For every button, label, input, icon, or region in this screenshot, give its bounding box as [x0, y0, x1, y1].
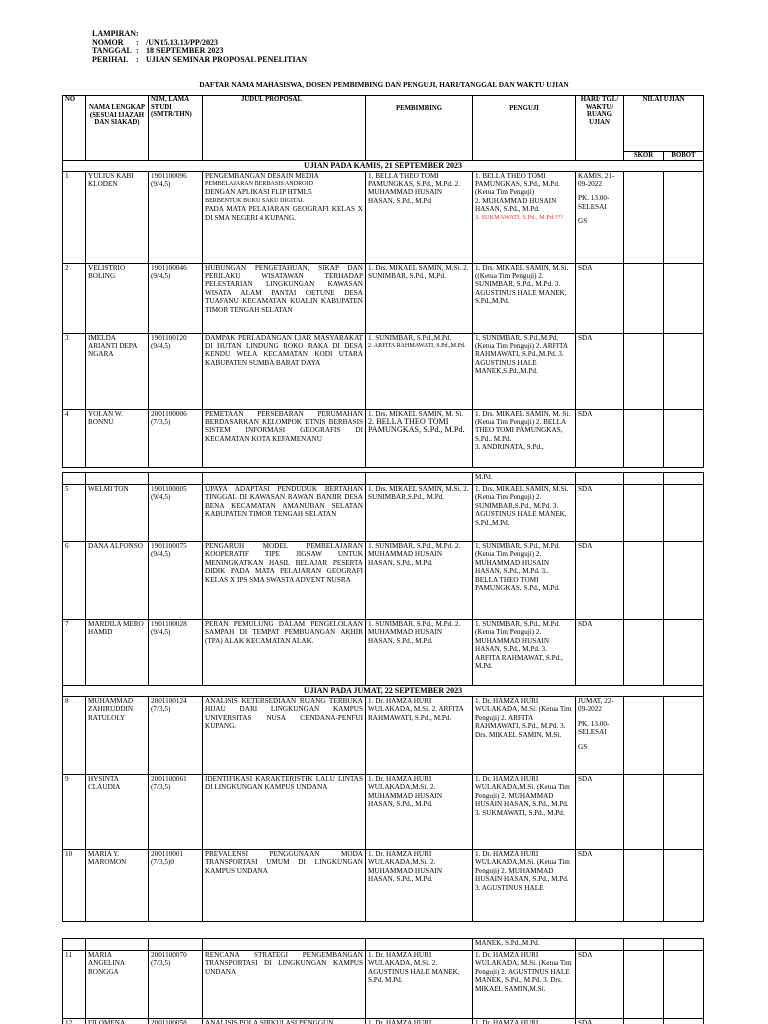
row-hari: KAMIS, 21-09-2022 PK. 13.00-SELESAI GS	[576, 171, 624, 263]
row-nama: VELISTRIO BOLING	[86, 263, 149, 333]
row-nama: MARIA ANGELINA RONGGA	[86, 951, 149, 1019]
row-skor	[624, 951, 664, 1019]
row-hari: SDA	[576, 620, 624, 686]
row-nama: WELMI TON	[86, 485, 149, 542]
row-pembimbing: 1. Dr. HAMZA HURI WULAKADA, M.Si. 2. AGUSTINUS HALE MANEK, S.Pd. M.Pd.	[366, 951, 473, 1019]
row-nama: MARDILA MERO HAMID	[86, 620, 149, 686]
row-nama: MUHAMMAD ZAHIRUDDIN RATULOLY	[86, 697, 149, 775]
lampiran-sep: :	[136, 29, 139, 38]
section-kamis	[63, 160, 704, 171]
row-hari: SDA	[576, 263, 624, 333]
row-penguji: 1. Dr. HAMZA HURI WULAKADA, M.Si. (Ketua Tim Penguji) 2. ARFITA RAHMAWATI, S.Pd., M.Pd. 3. Drs. MIKAEL SAMIN, M.Si.	[473, 697, 576, 775]
row-bobot	[664, 850, 704, 922]
perihal-label: PERIHAL	[92, 54, 129, 64]
row-bobot	[664, 409, 704, 467]
row-hari: JUMAT, 22-09-2022 PK. 13.00-SELESAI GS	[576, 697, 624, 775]
row-no: 6	[63, 542, 86, 620]
row-bobot	[664, 333, 704, 409]
row-skor	[624, 542, 664, 620]
row-skor	[624, 697, 664, 775]
row-judul: IDENTIFIKASI KARAKTERISTIK LALU LINTAS DI LINGKUNGAN KAMPUS UNDANA	[203, 775, 366, 850]
continuation-penguji: MANEK, S.Pd.,M.Pd.	[473, 939, 576, 951]
row-judul: PREVALENSI PENGGUNAAN MODA TRANSPORTASI UMUM DI LINGKUNGAN KAMPUS UNDANA	[203, 850, 366, 922]
table-row	[63, 409, 704, 467]
col-nilai: NILAI UJIAN	[624, 96, 704, 152]
row-no: 8	[63, 697, 86, 775]
row-no: 11	[63, 951, 86, 1019]
row-penguji: 1. Drs. MIKAEL SAMIN, M.Si. ((Ketua Tim Penguji) 2. SUNIMBAR, S.Pd., M.Pd. 3. AGUSTINUS HALE MANEK, S.Pd.,M.Pd.	[473, 263, 576, 333]
row-bobot	[664, 171, 704, 263]
row-bobot	[664, 951, 704, 1019]
table-row	[63, 263, 704, 333]
row-bobot	[664, 620, 704, 686]
col-penguji: PENGUJI	[473, 96, 576, 161]
row-pembimbing: 1. Drs. MIKAEL SAMIN, M. Si. 2. BELLA THEO TOMI PAMUNGKAS, S.Pd., M.Pd.	[366, 409, 473, 467]
row-pembimbing: 1. Drs. MIKAEL SAMIN, M.Si. 2. SUNIMBAR,S.Pd., M.Pd.	[366, 485, 473, 542]
table-row	[63, 951, 704, 1019]
row-nama: HYSINTA CLAUDIA	[86, 775, 149, 850]
row-nim: 2001100006 (7/3,5)	[149, 409, 203, 467]
table-row	[63, 850, 704, 922]
nomor-label: NOMOR	[92, 37, 124, 47]
row-judul: HUBUNGAN PENGETAHUAN, SIKAP DAN PERILAKU WISATAWAN TERHADAP PELESTARIAN LINGKUNGAN KAWASAN WISATA ALAM PANTAI OETUNE DESA TUAFANU KECAMATAN KUALIN KABUPATEN TIMOR TENGAH SELATAN	[203, 263, 366, 333]
row-penguji: 1. Dr. HAMZA HURI WULAKADA,M.Si. (Ketua Tim Penguji) 2. MUHAMMAD HUSAIN HASAN, S.Pd., M.Pd. 3. SUKMAWATI, S.Pd., M.Pd.	[473, 775, 576, 850]
row-nama: MARIA Y. MAROMON	[86, 850, 149, 922]
row-nim: 1901100120 (9/4,5)	[149, 333, 203, 409]
row-judul: ANALISIS KETERSEDIAAN RUANG TERBUKA HIJAU DARI LINGKUNGAN KAMPUS UNIVERSITAS NUSA CENDANA-PENFUI KUPANG.	[203, 697, 366, 775]
row-no: 4	[63, 409, 86, 467]
row-skor	[624, 485, 664, 542]
continuation-penguji: M.Pd.	[473, 473, 576, 485]
col-hari: HARI/ TGL/ WAKTU/ RUANG UJIAN	[576, 96, 624, 161]
row-no: 12	[63, 1019, 86, 1024]
letter-header	[92, 30, 307, 64]
row-bobot	[664, 542, 704, 620]
row-nim: 1901100046 (9/4,5)	[149, 263, 203, 333]
row-penguji: 1. SUNIMBAR, S.Pd.,M.Pd. (Ketua Tim Penguji) 2. ARFITA RAHMAWATI, S.Pd.,M.Pd. 3. AGUSTINUS HALE MANEK,S.Pd.,M.Pd.	[473, 333, 576, 409]
row-judul: PERAN PEMULUNG DALAM PENGELOLAAN SAMPAH DI TEMPAT PEMBUANGAN AKHIR (TPA) ALAK KECAMATAN ALAK.	[203, 620, 366, 686]
row-penguji: 1. Dr. HAMZA HURI WULAKADA, M.Si. (Ketua Tim Penguji) 2. AGUSTINUS HALE MANEK, S.Pd., M.Pd. 3. Drs. MIKAEL SAMIN,M.Si.	[473, 951, 576, 1019]
row-penguji: 1. BELLA THEO TOMI PAMUNGKAS, S.Pd., M.Pd. (Ketua Tim Penguji) 2. MUHAMMAD HUSAIN HASAN, S.Pd., M.Pd. 3. SUKMAWATI, S.Pd., M.Pd.???	[473, 171, 576, 263]
row-skor	[624, 1019, 664, 1024]
col-bobot: BOBOT	[664, 152, 704, 161]
row-bobot	[664, 697, 704, 775]
row-skor	[624, 333, 664, 409]
perihal-sep: :	[136, 54, 139, 64]
row-nama: FILOMENA	[86, 1019, 149, 1024]
continuation-row	[63, 473, 704, 485]
col-skor: SKOR	[624, 152, 664, 161]
col-pembimbing: PEMBIMBING	[366, 96, 473, 161]
row-pembimbing: 1. Dr. HAMZA HURI WULAKADA,M.Si. 2. MUHAMMAD HUSAIN HASAN, S.Pd., M.Pd.	[366, 775, 473, 850]
row-nama: YULIUS KABI KLODEN	[86, 171, 149, 263]
row-bobot	[664, 1019, 704, 1024]
col-no: NO	[63, 96, 86, 161]
continuation-row	[63, 939, 704, 951]
row-pembimbing: 1. BELLA THEO TOMI PAMUNGKAS, S.Pd., M.Pd. 2. MUHAMMAD HUSAIN HASAN, S.Pd., M.Pd	[366, 171, 473, 263]
row-pembimbing: 1. SUNIMBAR, S.Pd.,M.Pd. 2. ARFITA RAHMAWATI, S.Pd.,M.Pd.	[366, 333, 473, 409]
row-skor	[624, 850, 664, 922]
row-no: 3	[63, 333, 86, 409]
row-pembimbing: 1. Dr. HAMZA HURI WULAKADA,M.Si. 2. MUHAMMAD HUSAIN HASAN, S.Pd., M.Pd.	[366, 850, 473, 922]
table-row	[63, 542, 704, 620]
row-skor	[624, 409, 664, 467]
row-penguji: 1. SUNIMBAR, S.Pd., M.Pd. (Ketua Tim Penguji) 2. MUHAMMAD HUSAIN HASAN, S.Pd., M.Pd. 3.. BELLA THEO TOMI PAMUNGKAS, S.Pd., M.Pd.	[473, 542, 576, 620]
row-pembimbing: 1. SUNIMBAR, S.Pd., M.Pd. 2. MUHAMMAD HUSAIN HASAN, S.Pd., M.Pd.	[366, 620, 473, 686]
row-no: 9	[63, 775, 86, 850]
table-row	[63, 333, 704, 409]
row-judul: DAMPAK PERLADANGAN LIAR MASYARAKAT DI HUTAN LINDUNG ROKO RAKA DI DESA KENDU WELA KECAMATAN KODI UTARA KABUPATEN SUMBA BARAT DAYA	[203, 333, 366, 409]
row-skor	[624, 775, 664, 850]
row-no: 7	[63, 620, 86, 686]
row-pembimbing: 1. Drs. MIKAEL SAMIN, M.Si. 2. SUNIMBAR, S.Pd., M.Pd.	[366, 263, 473, 333]
row-judul: PENGEMBANGAN DESAIN MEDIA PEMBELAJARAN BERBASIS ANDROID DENGAN APLIKASI FLIP HTML5 BERBENTUK BUKU SAKU DIGITAL PADA MATA PELAJARAN GEOGRAFI KELAS X DI SMA NEGERI 4 KUPANG.	[203, 171, 366, 263]
section-jumat-label: UJIAN PADA JUMAT, 22 SEPTEMBER 2023	[63, 686, 704, 697]
col-nama: NAMA LENGKAP (SESUAI IJAZAH DAN SIAKAD)	[86, 96, 149, 161]
row-nama: IMELDA ARIANTI DEPA NGARA	[86, 333, 149, 409]
row-penguji: 1. Drs. MIKAEL SAMIN, M.Si. (Ketua Tim Penguji) 2. SUNIMBAR,S.Pd., M.Pd. 3. AGUSTINUS HALE MANEK, S.Pd.,M.Pd.	[473, 485, 576, 542]
row-nim: 2001100061 (7/3,5)	[149, 775, 203, 850]
tanggal-sep: :	[136, 46, 139, 56]
row-skor	[624, 263, 664, 333]
table-row	[63, 485, 704, 542]
row-nim: 2001100070 (7/3,5)	[149, 951, 203, 1019]
row-no: 5	[63, 485, 86, 542]
row-judul: UPAYA ADAPTASI PENDUDUK BERTAHAN TINGGAL DI KAWASAN RAWAN BANJIR DESA BENA KECAMATAN AMANUBAN SELATAN KABUPATEN TIMOR TENGAH SELATAN	[203, 485, 366, 542]
tanggal-label: TANGGAL	[92, 46, 132, 56]
table-row	[63, 620, 704, 686]
row-nim: 1901100096 (9/4,5)	[149, 171, 203, 263]
row-judul: PEMETAAN PERSEBARAN PERUMAHAN BERDASARKAN KELOMPOK ETNIS BERBASIS SISTEM INFORMASI GEOGRAFIS DI KECAMATAN KOTA KEFAMENANU	[203, 409, 366, 467]
row-nama: YOLAN W. BONNU	[86, 409, 149, 467]
header-perihal	[92, 56, 307, 65]
row-nim: 1901100028 (9/4,5)	[149, 620, 203, 686]
col-judul: JUDUL PROPOSAL	[203, 96, 366, 161]
nomor-value: /UN15.13.13/PP/2023	[146, 37, 218, 47]
table-row	[63, 775, 704, 850]
document-title: DAFTAR NAMA MAHASISWA, DOSEN PEMBIMBING DAN PENGUJI, HARI/TANGGAL DAN WAKTU UJIAN	[199, 80, 569, 89]
section-jumat	[63, 686, 704, 697]
row-penguji: 1. Dr. HAMZA HURI WULAKADA,M.Si. (Ketua Tim Penguji) 2. MUHAMMAD HUSAIN HASAN, S.Pd., M.Pd. 3. AGUSTINUS HALE	[473, 850, 576, 922]
row-penguji: 1. Dr. HAMZA HURI	[473, 1019, 576, 1024]
row-bobot	[664, 775, 704, 850]
tanggal-value: 18 SEPTEMBER 2023	[146, 46, 224, 56]
row-pembimbing: 1. SUNIMBAR, S.Pd., M.Pd. 2. MUHAMMAD HUSAIN HASAN, S.Pd., M.Pd.	[366, 542, 473, 620]
row-bobot	[664, 485, 704, 542]
table-row	[63, 171, 704, 263]
row-pembimbing: 1. Dr. HAMZA HURI WULAKADA, M.Si. 2. ARFITA RAHMAWATI, S.Pd., M.Pd.	[366, 697, 473, 775]
row-hari: SDA	[576, 951, 624, 1019]
row-nim: 200110001 (7/3,5)0	[149, 850, 203, 922]
row-nim: 1901100075 (9/4,5)	[149, 542, 203, 620]
row-nim: 1901100005 (9/4,5)	[149, 485, 203, 542]
row-no: 10	[63, 850, 86, 922]
table-row	[63, 697, 704, 775]
row-hari: SDA	[576, 409, 624, 467]
row-penguji: 1. Drs. MIKAEL SAMIN, M. Si. (Ketua Tim Penguji) 2. BELLA THEO TOMI PAMUNGKAS, S.Pd., M.Pd. 3. ANDRINATA, S.Pd.,	[473, 409, 576, 467]
schedule-table-page-1	[62, 95, 704, 468]
row-hari: SDA	[576, 542, 624, 620]
row-hari: SDA	[576, 333, 624, 409]
col-nim: NIM, LAMA STUDI (SMTR/THN)	[149, 96, 203, 161]
row-judul: PENGARUH MODEL PEMBELAJARAN KOOPERATIF TIPE JIGSAW UNTUK MENINGKATKAN HASIL BELAJAR PESERTA DIDIK PADA MATA PELAJARAN GEOGRAFI KELAS X IPS SMA SWASTA ADVENT NUSRA	[203, 542, 366, 620]
table-header-row	[63, 96, 704, 152]
row-nim: 2001100058	[149, 1019, 203, 1024]
lampiran-label: LAMPIRAN	[92, 29, 136, 38]
row-judul: RENCANA STRATEGI PENGEMBANGAN TRANSPORTASI DI LINGKUNGAN KAMPUS UNDANA	[203, 951, 366, 1019]
row-hari: SDA	[576, 775, 624, 850]
row-hari: SDA	[576, 1019, 624, 1024]
row-penguji: 1. SUNIMBAR, S.Pd., M.Pd. (Ketua Tim Penguji) 2. MUHAMMAD HUSAIN HASAN, S.Pd., M.Pd. 3. ARFITA RAHMAWAT, S.Pd., M.Pd.	[473, 620, 576, 686]
row-hari: SDA	[576, 485, 624, 542]
row-bobot	[664, 263, 704, 333]
row-nama: DANA ALFONSO	[86, 542, 149, 620]
nomor-sep: :	[136, 37, 139, 47]
row-no: 1	[63, 171, 86, 263]
perihal-value: UJIAN SEMINAR PROPOSAL PENELITIAN	[146, 54, 308, 64]
row-judul: ANALISIS POLA SIRKULASI PENGGUN	[203, 1019, 366, 1024]
schedule-table-page-3	[62, 938, 704, 1024]
row-no: 2	[63, 263, 86, 333]
schedule-table-page-2	[62, 472, 704, 922]
row-nim: 2001100124 (7/3,5)	[149, 697, 203, 775]
row-skor	[624, 171, 664, 263]
row-hari: SDA	[576, 850, 624, 922]
section-kamis-label: UJIAN PADA KAMIS, 21 SEPTEMBER 2023	[63, 160, 704, 171]
row-pembimbing: 1. Dr. HAMZA HURI	[366, 1019, 473, 1024]
table-row	[63, 1019, 704, 1024]
row-skor	[624, 620, 664, 686]
